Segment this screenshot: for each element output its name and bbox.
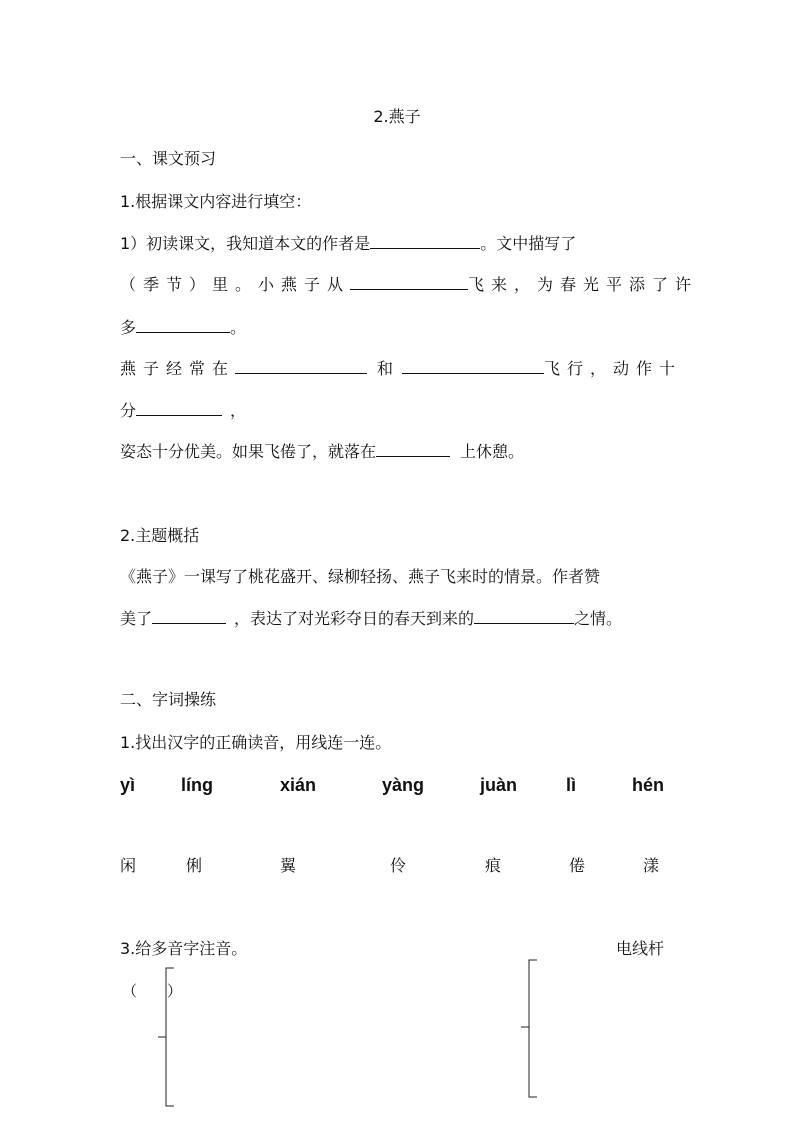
- hanzi-yang[interactable]: 漾: [643, 856, 660, 875]
- page-title: 2.燕子: [373, 107, 421, 126]
- question-1-title: 1.根据课文内容进行填空：: [120, 192, 312, 211]
- summary-line-2-text: 美了: [120, 609, 153, 628]
- pinyin-li[interactable]: lì: [566, 775, 577, 795]
- fill-line-5-text: 分: [120, 401, 137, 420]
- fill-line-2-text: （季节）里。小燕子从: [120, 275, 351, 294]
- pinyin-juan[interactable]: juàn: [480, 775, 518, 795]
- left-brace: [158, 968, 174, 1106]
- question-2-title: 2.主题概括: [120, 526, 200, 545]
- summary-line-1: 《燕子》一课写了桃花盛开、绿柳轻扬、燕子飞来时的情景。作者赞: [120, 567, 601, 586]
- hanzi-juan[interactable]: 倦: [569, 856, 586, 875]
- fill-line-4-text: 燕子经常在: [120, 359, 236, 378]
- answer-paren[interactable]: （ ）: [122, 982, 183, 1000]
- word-dianxiangan: 电线杆: [616, 939, 665, 958]
- hanzi-li[interactable]: 俐: [186, 856, 203, 875]
- hanzi-yi[interactable]: 翼: [280, 856, 297, 875]
- question-connect-title: 1.找出汉字的正确读音，用线连一连。: [120, 733, 392, 752]
- pinyin-ling[interactable]: líng: [181, 775, 213, 795]
- question-3-title: 3.给多音字注音。: [120, 939, 248, 958]
- summary-line-2-mid: ，表达了对光彩夺日的春天到来的: [234, 609, 475, 628]
- fill-line-6-text: 姿态十分优美。如果飞倦了，就落在: [120, 442, 377, 461]
- pinyin-yang[interactable]: yàng: [382, 775, 425, 795]
- hanzi-hen[interactable]: 痕: [485, 856, 502, 875]
- fill-line-6-end: 上休憩。: [460, 442, 525, 461]
- fill-line-4-end: 飞行，动作十: [544, 359, 683, 378]
- fill-line-1-text: 1）初读课文，我知道本文的作者是: [120, 234, 371, 253]
- pinyin-xian[interactable]: xián: [280, 775, 317, 795]
- section-heading-words: 二、字词操练: [120, 690, 217, 709]
- fill-line-3-text: 多: [120, 318, 137, 337]
- fill-line-2-end: 飞来，为春光平添了许: [468, 275, 699, 294]
- summary-line-2-end: 之情。: [574, 609, 623, 628]
- pinyin-hen[interactable]: hén: [632, 775, 665, 795]
- fill-line-1-end: 。文中描写了: [480, 234, 577, 253]
- section-heading-preview: 一、课文预习: [120, 149, 217, 168]
- fill-line-3-end: 。: [230, 318, 247, 337]
- hanzi-xian[interactable]: 闲: [120, 856, 137, 875]
- hanzi-ling[interactable]: 伶: [390, 856, 407, 875]
- pinyin-yi[interactable]: yì: [120, 775, 136, 795]
- right-brace: [521, 960, 537, 1097]
- fill-line-4-mid: 和: [377, 359, 401, 378]
- fill-line-5-end: ，: [230, 401, 247, 420]
